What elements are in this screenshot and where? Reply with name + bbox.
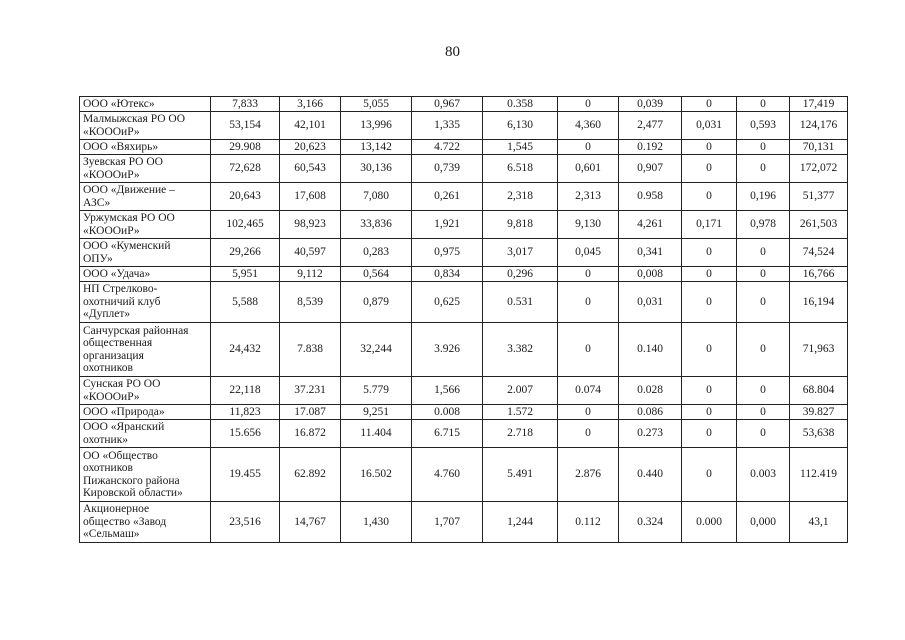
value-cell: 0.112 [558, 502, 619, 543]
value-cell: 1,244 [483, 502, 558, 543]
organization-name-line: охотников [83, 362, 133, 374]
value-cell: 23,516 [211, 502, 280, 543]
value-cell: 0.324 [619, 502, 682, 543]
value-cell: 0 [682, 405, 737, 420]
value-cell: 2.718 [483, 420, 558, 448]
value-cell: 53,154 [211, 112, 280, 140]
value-cell: 5,951 [211, 267, 280, 282]
value-cell: 1,430 [341, 502, 412, 543]
organization-name-line: ООО «Яранский [83, 421, 165, 433]
value-cell: 0,879 [341, 282, 412, 323]
value-cell: 0 [737, 239, 790, 267]
value-cell: 20,643 [211, 183, 280, 211]
value-cell: 39.827 [790, 405, 848, 420]
value-cell: 5,588 [211, 282, 280, 323]
value-cell: 33,836 [341, 211, 412, 239]
table-row [80, 267, 848, 282]
value-cell: 0,967 [412, 97, 483, 112]
value-cell: 51,377 [790, 183, 848, 211]
value-cell: 42,101 [280, 112, 341, 140]
value-cell: 17,419 [790, 97, 848, 112]
value-cell: 0 [737, 405, 790, 420]
value-cell: 16,766 [790, 267, 848, 282]
value-cell: 0,975 [412, 239, 483, 267]
value-cell: 102,465 [211, 211, 280, 239]
organization-name-line: «КОООиР» [83, 168, 140, 181]
value-cell: 0,739 [412, 155, 483, 183]
value-cell: 0 [737, 377, 790, 405]
table-row [80, 448, 848, 502]
organization-name-line: общество «Завод [83, 515, 167, 528]
value-cell: 71,963 [790, 323, 848, 377]
value-cell: 2,313 [558, 183, 619, 211]
value-cell: 0 [737, 282, 790, 323]
value-cell: 0.958 [619, 183, 682, 211]
value-cell: 0 [737, 140, 790, 155]
organization-name-line: Акционерное [83, 503, 150, 516]
organization-cell [80, 97, 211, 112]
value-cell: 14,767 [280, 502, 341, 543]
value-cell: 124,176 [790, 112, 848, 140]
value-cell: 0.003 [737, 448, 790, 502]
value-cell: 0.086 [619, 405, 682, 420]
page-number: 80 [445, 44, 460, 60]
value-cell: 0,601 [558, 155, 619, 183]
organization-cell [80, 267, 211, 282]
value-cell: 53,638 [790, 420, 848, 448]
table-body [80, 97, 848, 543]
organization-name-line: Малмыжская РО ОО [83, 113, 186, 125]
value-cell: 7.838 [280, 323, 341, 377]
value-cell: 9,112 [280, 267, 341, 282]
value-cell: 60,543 [280, 155, 341, 183]
value-cell: 0 [682, 267, 737, 282]
value-cell: 0,171 [682, 211, 737, 239]
value-cell: 1,545 [483, 140, 558, 155]
value-cell: 62.892 [280, 448, 341, 502]
value-cell: 0 [737, 267, 790, 282]
organization-cell [80, 420, 211, 448]
value-cell: 4,360 [558, 112, 619, 140]
table-row [80, 405, 848, 420]
value-cell: 5.779 [341, 377, 412, 405]
organization-name-line: охотников [83, 462, 133, 474]
value-cell: 6.715 [412, 420, 483, 448]
value-cell: 16.872 [280, 420, 341, 448]
value-cell: 2.876 [558, 448, 619, 502]
value-cell: 3,166 [280, 97, 341, 112]
table-row [80, 140, 848, 155]
value-cell: 98,923 [280, 211, 341, 239]
value-cell: 0,045 [558, 239, 619, 267]
organization-name-line: «Дуплет» [83, 308, 131, 321]
organization-cell [80, 377, 211, 405]
data-table [79, 96, 848, 543]
value-cell: 0 [737, 323, 790, 377]
organization-name-line: Уржумская РО ОО [83, 212, 175, 224]
value-cell: 0 [682, 377, 737, 405]
value-cell: 0.192 [619, 140, 682, 155]
value-cell: 7,833 [211, 97, 280, 112]
organization-name-line: «КОООиР» [83, 390, 140, 403]
organization-name-line: ООО «Вяхирь» [83, 140, 159, 153]
value-cell: 0,031 [619, 282, 682, 323]
value-cell: 0 [682, 97, 737, 112]
organization-name-line: «Сельмаш» [83, 528, 140, 541]
value-cell: 0 [682, 183, 737, 211]
organization-name-line: охотничий клуб [83, 295, 161, 308]
table-row [80, 282, 848, 323]
organization-name-line: Зуевская РО ОО [83, 156, 163, 168]
table-row [80, 97, 848, 112]
table-row [80, 155, 848, 183]
value-cell: 0 [558, 140, 619, 155]
value-cell: 0 [737, 420, 790, 448]
organization-cell [80, 140, 211, 155]
value-cell: 0.440 [619, 448, 682, 502]
value-cell: 70,131 [790, 140, 848, 155]
value-cell: 261,503 [790, 211, 848, 239]
table-row [80, 420, 848, 448]
value-cell: 15.656 [211, 420, 280, 448]
value-cell: 40,597 [280, 239, 341, 267]
value-cell: 0,283 [341, 239, 412, 267]
value-cell: 22,118 [211, 377, 280, 405]
value-cell: 4.722 [412, 140, 483, 155]
organization-name-line: Санчурская районная [83, 324, 189, 337]
value-cell: 2,318 [483, 183, 558, 211]
table-row [80, 323, 848, 377]
organization-name-line: Кировской области» [83, 487, 183, 499]
value-cell: 0,039 [619, 97, 682, 112]
value-cell: 13,142 [341, 140, 412, 155]
value-cell: 0.000 [682, 502, 737, 543]
value-cell: 3,017 [483, 239, 558, 267]
value-cell: 0.008 [412, 405, 483, 420]
value-cell: 8,539 [280, 282, 341, 323]
value-cell: 0.140 [619, 323, 682, 377]
value-cell: 1,707 [412, 502, 483, 543]
value-cell: 17,608 [280, 183, 341, 211]
value-cell: 7,080 [341, 183, 412, 211]
value-cell: 0,834 [412, 267, 483, 282]
value-cell: 68.804 [790, 377, 848, 405]
table-row [80, 502, 848, 543]
value-cell: 43,1 [790, 502, 848, 543]
value-cell: 3.382 [483, 323, 558, 377]
organization-name-line: «КОООиР» [83, 125, 140, 138]
value-cell: 16.502 [341, 448, 412, 502]
value-cell: 29.908 [211, 140, 280, 155]
value-cell: 9,251 [341, 405, 412, 420]
organization-name-line: «КОООиР» [83, 224, 140, 237]
table-row [80, 239, 848, 267]
value-cell: 16,194 [790, 282, 848, 323]
value-cell: 11.404 [341, 420, 412, 448]
value-cell: 4.760 [412, 448, 483, 502]
value-cell: 0,008 [619, 267, 682, 282]
value-cell: 0.358 [483, 97, 558, 112]
organization-name-line: охотник» [83, 433, 129, 446]
organization-name-line: ООО «Движение – [83, 184, 175, 196]
value-cell: 37.231 [280, 377, 341, 405]
organization-cell [80, 211, 211, 239]
organization-cell [80, 155, 211, 183]
value-cell: 13,996 [341, 112, 412, 140]
organization-name-line: ОО «Общество [83, 449, 158, 462]
value-cell: 0 [682, 155, 737, 183]
organization-name-line: организация [83, 349, 144, 362]
value-cell: 0 [682, 282, 737, 323]
value-cell: 9,818 [483, 211, 558, 239]
organization-name-line: ООО «Природа» [83, 405, 165, 418]
value-cell: 0.531 [483, 282, 558, 323]
organization-name-line: АЗС» [83, 196, 111, 209]
value-cell: 0 [558, 405, 619, 420]
value-cell: 0,593 [737, 112, 790, 140]
value-cell: 1.572 [483, 405, 558, 420]
value-cell: 11,823 [211, 405, 280, 420]
value-cell: 0 [682, 239, 737, 267]
value-cell: 0 [558, 267, 619, 282]
value-cell: 0 [558, 420, 619, 448]
value-cell: 0,978 [737, 211, 790, 239]
organization-name-line: НП Стрелково- [83, 283, 158, 296]
organization-cell [80, 112, 211, 140]
table-row [80, 377, 848, 405]
value-cell: 1,335 [412, 112, 483, 140]
value-cell: 0,564 [341, 267, 412, 282]
organization-name-line: ООО «Удача» [83, 267, 151, 280]
organization-cell [80, 502, 211, 543]
organization-cell [80, 448, 211, 502]
value-cell: 9,130 [558, 211, 619, 239]
value-cell: 0 [682, 323, 737, 377]
value-cell: 172,072 [790, 155, 848, 183]
value-cell: 0 [737, 97, 790, 112]
value-cell: 112.419 [790, 448, 848, 502]
value-cell: 1,921 [412, 211, 483, 239]
value-cell: 0 [558, 282, 619, 323]
value-cell: 0 [682, 140, 737, 155]
organization-cell [80, 239, 211, 267]
value-cell: 0,341 [619, 239, 682, 267]
value-cell: 0,907 [619, 155, 682, 183]
value-cell: 0,000 [737, 502, 790, 543]
organization-cell [80, 405, 211, 420]
organization-name-line: Пижанского района [83, 474, 180, 487]
value-cell: 17.087 [280, 405, 341, 420]
table-row [80, 211, 848, 239]
organization-name-line: ООО «Куменский [83, 240, 171, 252]
organization-cell [80, 323, 211, 377]
value-cell: 19.455 [211, 448, 280, 502]
value-cell: 32,244 [341, 323, 412, 377]
value-cell: 1,566 [412, 377, 483, 405]
value-cell: 0 [558, 97, 619, 112]
value-cell: 0.028 [619, 377, 682, 405]
value-cell: 0 [558, 323, 619, 377]
value-cell: 4,261 [619, 211, 682, 239]
value-cell: 6.518 [483, 155, 558, 183]
value-cell: 0.074 [558, 377, 619, 405]
value-cell: 30,136 [341, 155, 412, 183]
value-cell: 0,261 [412, 183, 483, 211]
table-row [80, 183, 848, 211]
value-cell: 0 [682, 448, 737, 502]
value-cell: 3.926 [412, 323, 483, 377]
value-cell: 0,196 [737, 183, 790, 211]
value-cell: 0,625 [412, 282, 483, 323]
value-cell: 0 [682, 420, 737, 448]
value-cell: 5,055 [341, 97, 412, 112]
organization-name-line: общественная [83, 337, 153, 349]
table-row [80, 112, 848, 140]
value-cell: 20,623 [280, 140, 341, 155]
organization-name-line: ООО «Ютекс» [83, 97, 155, 110]
organization-cell [80, 282, 211, 323]
value-cell: 74,524 [790, 239, 848, 267]
value-cell: 0,296 [483, 267, 558, 282]
value-cell: 0.273 [619, 420, 682, 448]
organization-name-line: Сунская РО ОО [83, 378, 161, 390]
organization-name-line: ОПУ» [83, 252, 113, 265]
value-cell: 24,432 [211, 323, 280, 377]
value-cell: 0,031 [682, 112, 737, 140]
organization-cell [80, 183, 211, 211]
value-cell: 0 [737, 155, 790, 183]
value-cell: 5.491 [483, 448, 558, 502]
value-cell: 2,477 [619, 112, 682, 140]
value-cell: 72,628 [211, 155, 280, 183]
value-cell: 2.007 [483, 377, 558, 405]
value-cell: 6,130 [483, 112, 558, 140]
value-cell: 29,266 [211, 239, 280, 267]
